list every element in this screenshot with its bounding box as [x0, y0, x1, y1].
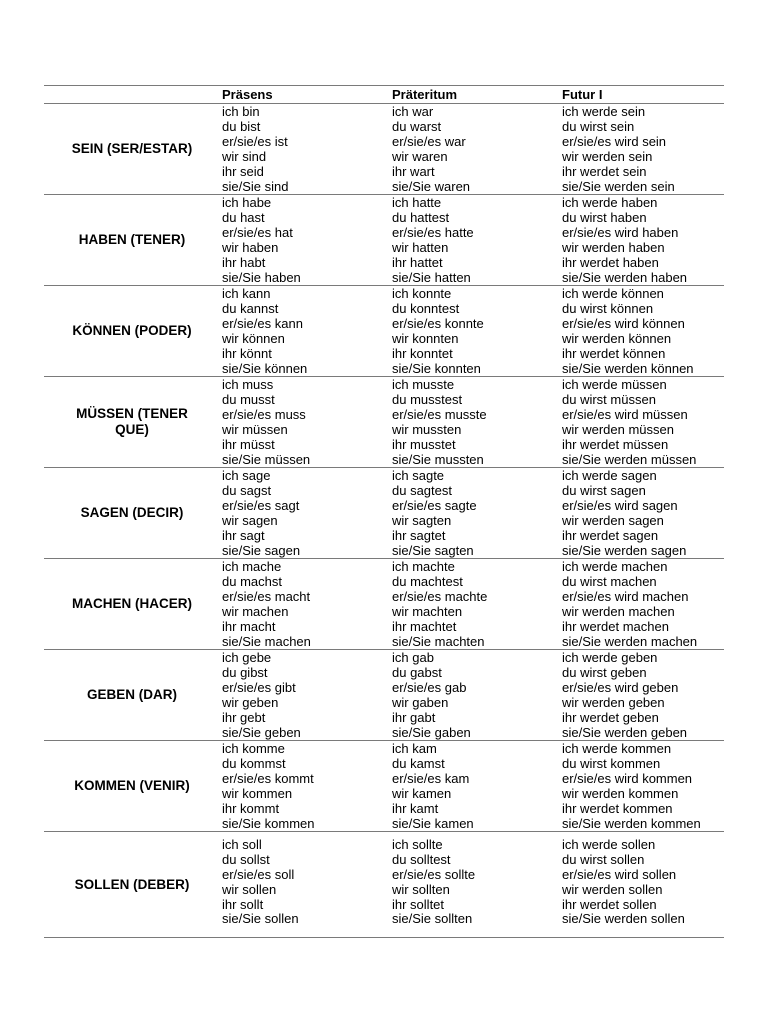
futur-form: du wirst haben: [562, 210, 647, 226]
verb-group: [44, 468, 724, 559]
verb-group: [44, 286, 724, 377]
futur-cell: [560, 286, 724, 377]
prateritum-cell: [390, 741, 560, 832]
prateritum-form: sie/Sie machten: [392, 634, 485, 650]
prasens-forms: [220, 650, 390, 740]
prasens-form: wir sind: [222, 149, 267, 165]
prasens-form: wir sagen: [222, 513, 278, 529]
prasens-forms: [220, 195, 390, 285]
prateritum-form: er/sie/es machte: [392, 589, 488, 605]
prateritum-form: ihr hattet: [392, 255, 443, 271]
futur-forms: [560, 650, 724, 740]
header-prateritum: Präteritum: [392, 87, 458, 102]
prateritum-forms: [390, 832, 560, 937]
futur-form: er/sie/es wird machen: [562, 589, 689, 605]
prateritum-form: du warst: [392, 119, 442, 135]
prasens-form: du gibst: [222, 665, 268, 681]
verb-label: KOMMEN (VENIR): [74, 778, 190, 793]
prateritum-cell: [390, 195, 560, 286]
prateritum-form: ich konnte: [392, 286, 452, 301]
prateritum-form: ich hatte: [392, 195, 442, 210]
futur-cell: [560, 377, 724, 468]
verb-label: HABEN (TENER): [78, 232, 186, 247]
prateritum-form: ich kam: [392, 741, 437, 756]
futur-form: ich werde kommen: [562, 741, 672, 756]
prateritum-form: du kamst: [392, 756, 445, 772]
futur-form: du wirst sollen: [562, 851, 645, 867]
prateritum-form: er/sie/es gab: [392, 680, 467, 696]
futur-cell: [560, 559, 724, 650]
prateritum-form: wir sagten: [392, 513, 452, 529]
prateritum-form: wir mussten: [392, 422, 462, 438]
futur-form: sie/Sie werden machen: [562, 634, 698, 650]
verb-label: GEBEN (DAR): [87, 687, 177, 702]
prasens-form: wir sollen: [222, 881, 277, 897]
prasens-form: ihr habt: [222, 255, 266, 271]
futur-form: ich werde haben: [562, 195, 658, 210]
prateritum-form: du hattest: [392, 210, 450, 226]
prateritum-form: ihr machtet: [392, 619, 457, 635]
futur-form: sie/Sie werden geben: [562, 725, 688, 741]
prasens-form: sie/Sie sind: [222, 179, 289, 195]
prateritum-form: ihr konntet: [392, 346, 453, 362]
prateritum-form: wir machten: [392, 604, 463, 620]
futur-form: ihr werdet sollen: [562, 896, 657, 912]
prateritum-cell: [390, 832, 560, 938]
prateritum-cell: [390, 468, 560, 559]
verb-group: [44, 832, 724, 938]
table-body: [44, 104, 724, 938]
futur-form: ihr werdet machen: [562, 619, 669, 635]
prasens-form: wir haben: [222, 240, 279, 256]
futur-form: sie/Sie werden sagen: [562, 543, 687, 559]
prateritum-forms: [390, 286, 560, 376]
prasens-form: du kannst: [222, 301, 279, 317]
prasens-form: ich mache: [222, 559, 282, 574]
futur-form: ich werde können: [562, 286, 664, 301]
prateritum-cell: [390, 650, 560, 741]
futur-form: er/sie/es wird haben: [562, 225, 679, 241]
prasens-form: er/sie/es soll: [222, 866, 295, 882]
futur-form: ich werde sagen: [562, 468, 657, 483]
prasens-form: ihr kommt: [222, 801, 280, 817]
prasens-form: wir können: [222, 331, 285, 347]
prasens-cell: [220, 104, 390, 195]
prasens-form: sie/Sie müssen: [222, 452, 311, 468]
verb-label: SOLLEN (DEBER): [74, 876, 190, 892]
prateritum-form: er/sie/es musste: [392, 407, 487, 423]
verb-label: SEIN (SER/ESTAR): [71, 141, 193, 156]
header-verb: [44, 86, 220, 104]
prateritum-form: wir gaben: [392, 695, 449, 711]
prateritum-form: er/sie/es sollte: [392, 866, 476, 882]
futur-cell: [560, 468, 724, 559]
prateritum-forms: [390, 377, 560, 467]
prateritum-form: sie/Sie konnten: [392, 361, 481, 377]
futur-form: du wirst machen: [562, 574, 657, 590]
prateritum-form: ihr solltet: [392, 896, 445, 912]
prasens-form: sie/Sie kommen: [222, 816, 315, 832]
prateritum-form: er/sie/es war: [392, 134, 466, 150]
prasens-form: sie/Sie können: [222, 361, 308, 377]
prateritum-form: sie/Sie kamen: [392, 816, 474, 832]
futur-cell: [560, 104, 724, 195]
verb-label: KÖNNEN (PODER): [72, 323, 192, 338]
prasens-form: du hast: [222, 210, 265, 226]
prasens-cell: [220, 741, 390, 832]
prateritum-cell: [390, 286, 560, 377]
futur-form: sie/Sie werden können: [562, 361, 694, 377]
futur-forms: [560, 286, 724, 376]
prasens-form: ich bin: [222, 104, 260, 119]
futur-form: ich werde sollen: [562, 837, 656, 852]
futur-form: ihr werdet müssen: [562, 437, 669, 453]
prasens-form: ich sage: [222, 468, 271, 483]
prateritum-form: er/sie/es sagte: [392, 498, 477, 514]
futur-form: er/sie/es wird müssen: [562, 407, 688, 423]
prateritum-form: er/sie/es kam: [392, 771, 470, 787]
futur-form: wir werden geben: [562, 695, 665, 711]
prasens-cell: [220, 559, 390, 650]
prateritum-forms: [390, 741, 560, 831]
prateritum-forms: [390, 468, 560, 558]
prasens-form: ihr könnt: [222, 346, 272, 362]
futur-form: er/sie/es wird sollen: [562, 866, 677, 882]
prasens-form: du musst: [222, 392, 275, 408]
futur-form: ich werde machen: [562, 559, 668, 574]
futur-form: ihr werdet kommen: [562, 801, 673, 817]
futur-form: du wirst sein: [562, 119, 635, 135]
futur-form: wir werden müssen: [562, 422, 674, 438]
prasens-form: ich komme: [222, 741, 285, 756]
futur-forms: [560, 468, 724, 558]
prasens-form: sie/Sie geben: [222, 725, 301, 741]
futur-form: du wirst kommen: [562, 756, 661, 772]
futur-cell: [560, 650, 724, 741]
futur-form: wir werden sein: [562, 149, 653, 165]
prateritum-form: sie/Sie hatten: [392, 270, 471, 286]
prasens-form: ihr sollt: [222, 896, 264, 912]
prateritum-cell: [390, 377, 560, 468]
prasens-cell: [220, 286, 390, 377]
prateritum-form: sie/Sie gaben: [392, 725, 471, 741]
futur-form: ihr werdet sagen: [562, 528, 659, 544]
futur-form: er/sie/es wird können: [562, 316, 685, 332]
futur-form: ihr werdet können: [562, 346, 666, 362]
prasens-forms: [220, 741, 390, 831]
futur-form: wir werden haben: [562, 240, 665, 256]
prasens-cell: [220, 377, 390, 468]
prasens-form: ich soll: [222, 837, 262, 852]
prasens-form: wir geben: [222, 695, 279, 711]
prasens-cell: [220, 650, 390, 741]
prateritum-form: wir hatten: [392, 240, 449, 256]
prasens-form: ihr müsst: [222, 437, 275, 453]
prateritum-form: wir kamen: [392, 786, 452, 802]
futur-form: wir werden machen: [562, 604, 675, 620]
verb-group: [44, 741, 724, 832]
conjugation-table: [44, 85, 724, 938]
futur-form: ihr werdet geben: [562, 710, 659, 726]
verb-group: [44, 104, 724, 195]
prasens-form: du kommst: [222, 756, 286, 772]
prasens-form: er/sie/es muss: [222, 407, 306, 423]
prateritum-form: du solltest: [392, 851, 451, 867]
prasens-cell: [220, 832, 390, 938]
prateritum-form: du gabst: [392, 665, 442, 681]
prateritum-form: wir waren: [392, 149, 448, 165]
futur-form: sie/Sie werden müssen: [562, 452, 697, 468]
futur-form: wir werden können: [562, 331, 672, 347]
prateritum-form: ich sagte: [392, 468, 445, 483]
prasens-form: er/sie/es gibt: [222, 680, 296, 696]
prasens-forms: [220, 832, 390, 937]
futur-form: sie/Sie werden haben: [562, 270, 688, 286]
futur-form: er/sie/es wird sein: [562, 134, 667, 150]
prateritum-form: ich war: [392, 104, 434, 119]
futur-form: sie/Sie werden sollen: [562, 911, 685, 927]
prasens-forms: [220, 286, 390, 376]
prateritum-cell: [390, 559, 560, 650]
futur-forms: [560, 559, 724, 649]
prateritum-form: er/sie/es konnte: [392, 316, 484, 332]
prateritum-form: sie/Sie sollten: [392, 911, 473, 927]
prasens-cell: [220, 195, 390, 286]
futur-form: ich werde geben: [562, 650, 658, 665]
prasens-form: er/sie/es sagt: [222, 498, 300, 514]
prasens-form: sie/Sie machen: [222, 634, 311, 650]
futur-forms: [560, 832, 724, 937]
prasens-form: du machst: [222, 574, 282, 590]
prasens-form: du sollst: [222, 851, 270, 867]
futur-form: du wirst können: [562, 301, 654, 317]
prasens-form: ihr seid: [222, 164, 264, 180]
futur-form: sie/Sie werden sein: [562, 179, 675, 195]
prasens-form: wir müssen: [222, 422, 288, 438]
prasens-form: wir machen: [222, 604, 289, 620]
futur-form: sie/Sie werden kommen: [562, 816, 701, 832]
prasens-form: ich habe: [222, 195, 272, 210]
prateritum-form: du musstest: [392, 392, 463, 408]
futur-form: wir werden sollen: [562, 881, 663, 897]
prasens-form: er/sie/es macht: [222, 589, 311, 605]
header-futur: Futur I: [562, 87, 603, 102]
futur-forms: [560, 195, 724, 285]
prateritum-form: er/sie/es hatte: [392, 225, 474, 241]
futur-form: wir werden sagen: [562, 513, 664, 529]
header-prasens: Präsens: [222, 87, 273, 102]
header-row: [44, 86, 724, 104]
verb-label: SAGEN (DECIR): [80, 505, 184, 520]
prateritum-cell: [390, 104, 560, 195]
prasens-form: er/sie/es kommt: [222, 771, 314, 787]
prateritum-form: ich sollte: [392, 837, 443, 852]
prasens-form: du bist: [222, 119, 261, 135]
prasens-forms: [220, 559, 390, 649]
prateritum-form: sie/Sie sagten: [392, 543, 474, 559]
prateritum-form: wir konnten: [392, 331, 459, 347]
prasens-cell: [220, 468, 390, 559]
prateritum-form: sie/Sie mussten: [392, 452, 484, 468]
prateritum-forms: [390, 559, 560, 649]
prasens-forms: [220, 468, 390, 558]
prateritum-form: wir sollten: [392, 881, 450, 897]
futur-form: ihr werdet sein: [562, 164, 647, 180]
prateritum-form: du sagtest: [392, 483, 452, 499]
prasens-form: ich gebe: [222, 650, 272, 665]
prasens-form: ich muss: [222, 377, 274, 392]
prateritum-form: du konntest: [392, 301, 460, 317]
futur-cell: [560, 832, 724, 938]
futur-form: ich werde müssen: [562, 377, 667, 392]
futur-forms: [560, 741, 724, 831]
prateritum-form: ihr musstet: [392, 437, 456, 453]
prasens-form: er/sie/es ist: [222, 134, 288, 150]
prateritum-forms: [390, 104, 560, 194]
prasens-form: ihr sagt: [222, 528, 265, 544]
verb-label: MACHEN (HACER): [72, 596, 192, 611]
futur-form: du wirst müssen: [562, 392, 656, 408]
futur-form: wir werden kommen: [562, 786, 679, 802]
prasens-forms: [220, 104, 390, 194]
prateritum-form: ihr kamt: [392, 801, 439, 817]
prateritum-form: ihr wart: [392, 164, 435, 180]
prateritum-form: ihr gabt: [392, 710, 436, 726]
prasens-forms: [220, 377, 390, 467]
prasens-form: er/sie/es hat: [222, 225, 293, 241]
prateritum-form: ihr sagtet: [392, 528, 446, 544]
futur-form: ihr werdet haben: [562, 255, 659, 271]
verb-group: [44, 650, 724, 741]
prateritum-form: du machtest: [392, 574, 463, 590]
futur-form: du wirst geben: [562, 665, 647, 681]
prasens-form: er/sie/es kann: [222, 316, 303, 332]
prasens-form: ihr macht: [222, 619, 276, 635]
prateritum-form: ich gab: [392, 650, 434, 665]
prasens-form: wir kommen: [222, 786, 293, 802]
verb-group: [44, 377, 724, 468]
prasens-form: ihr gebt: [222, 710, 266, 726]
prasens-form: sie/Sie sagen: [222, 543, 301, 559]
futur-cell: [560, 741, 724, 832]
futur-form: du wirst sagen: [562, 483, 646, 499]
verb-label: MÜSSEN (TENER QUE): [76, 406, 188, 437]
futur-forms: [560, 104, 724, 194]
verb-group: [44, 559, 724, 650]
prateritum-forms: [390, 195, 560, 285]
prateritum-form: ich machte: [392, 559, 455, 574]
futur-forms: [560, 377, 724, 467]
verb-group: [44, 195, 724, 286]
futur-form: ich werde sein: [562, 104, 646, 119]
futur-form: er/sie/es wird geben: [562, 680, 679, 696]
prasens-form: ich kann: [222, 286, 271, 301]
prasens-form: sie/Sie sollen: [222, 911, 299, 927]
futur-form: er/sie/es wird kommen: [562, 771, 693, 787]
prateritum-form: sie/Sie waren: [392, 179, 471, 195]
futur-cell: [560, 195, 724, 286]
prasens-form: sie/Sie haben: [222, 270, 301, 286]
futur-form: er/sie/es wird sagen: [562, 498, 678, 514]
prateritum-form: ich musste: [392, 377, 455, 392]
prateritum-forms: [390, 650, 560, 740]
prasens-form: du sagst: [222, 483, 272, 499]
